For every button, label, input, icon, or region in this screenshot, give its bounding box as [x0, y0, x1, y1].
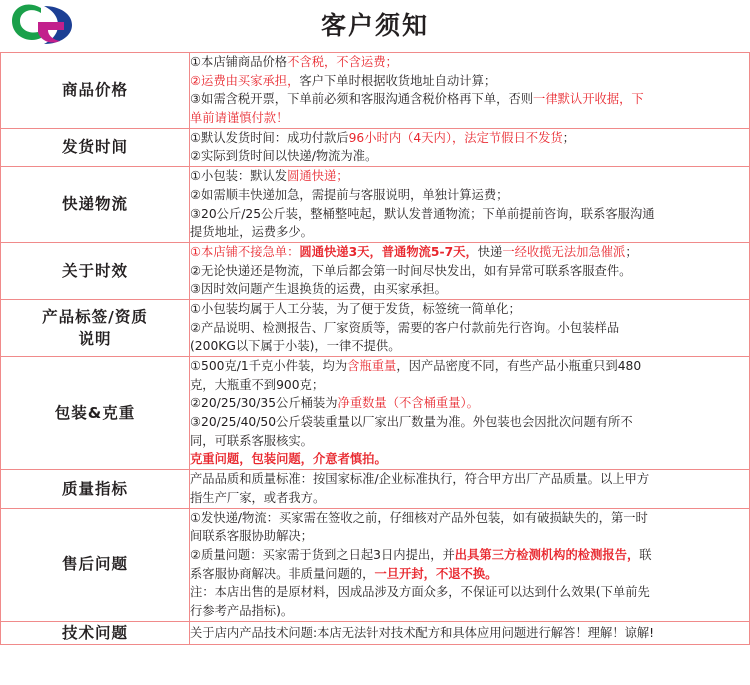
notice-line — [190, 109, 749, 128]
notice-line — [190, 527, 749, 546]
notice-text: ①500克/1千克小件装，均为 — [190, 359, 348, 373]
notice-text: ②运费由买家承担， — [190, 73, 300, 88]
notice-row — [1, 167, 750, 243]
notice-row-content — [190, 242, 750, 299]
notice-text: ②产品说明、检测报告、厂家资质等，需要的客户付款前先行咨询。小包装样品 — [190, 320, 620, 335]
notice-text: ②实际到货时间以快递/物流为准。 — [190, 149, 378, 164]
notice-row-label: 发货时间 — [1, 128, 190, 166]
notice-line — [190, 489, 749, 508]
notice-text: (200KG以下属于小装)，一律不提供。 — [190, 339, 401, 354]
notice-row — [1, 508, 750, 621]
notice-row — [1, 299, 750, 356]
notice-row — [1, 53, 750, 129]
notice-line — [190, 546, 749, 565]
notice-line — [190, 337, 749, 356]
notice-text: ②质量问题：买家需于货到之日起3日内提出，并 — [190, 547, 455, 562]
notice-row-content — [190, 128, 750, 166]
notice-text: 净重数量（不含桶重量）。 — [337, 396, 479, 411]
notice-row-content — [190, 621, 750, 644]
notice-table — [0, 52, 750, 645]
notice-row-content — [190, 508, 750, 621]
notice-line — [190, 280, 749, 299]
notice-text: 一律默认开收据，下 — [533, 92, 644, 107]
notice-row-label: 包装&克重 — [1, 357, 190, 470]
notice-text: 间联系客服协助解决； — [190, 529, 313, 544]
notice-row-label: 商品价格 — [1, 53, 190, 129]
notice-row-content — [190, 357, 750, 470]
notice-row-label: 质量指标 — [1, 470, 190, 508]
notice-text: 不含税，不含运费； — [287, 55, 398, 69]
notice-line — [190, 53, 749, 72]
notice-text: 系客服协商解决。非质量问题的， — [190, 566, 375, 581]
notice-row-label: 售后问题 — [1, 508, 190, 621]
page-title: 客户须知 — [320, 11, 429, 40]
notice-row-content — [190, 299, 750, 356]
notice-text: 克，大瓶重不到900克； — [190, 377, 325, 392]
notice-line — [190, 205, 749, 224]
notice-row-content — [190, 53, 750, 129]
notice-line — [190, 413, 749, 432]
notice-line — [190, 300, 749, 319]
notice-text: ； — [562, 130, 575, 145]
notice-text: 快递 — [477, 244, 503, 259]
notice-text: 克重问题，包装问题，介意者慎拍。 — [190, 452, 387, 467]
notice-line — [190, 509, 749, 528]
page-header — [0, 0, 750, 52]
notice-row-content — [190, 470, 750, 508]
notice-line — [190, 72, 749, 91]
notice-text: 行参考产品指标)。 — [190, 603, 294, 618]
notice-text: 出具第三方检测机构的检测报告， — [454, 547, 640, 562]
notice-line — [190, 450, 749, 469]
notice-text: ③如需含税开票，下单前必须和客服沟通含税价格再下单，否则 — [190, 92, 534, 107]
notice-text: 圆通快递3天，普通物流5-7天， — [299, 244, 478, 259]
notice-row-label: 产品标签/资质 说明 — [1, 299, 190, 356]
notice-line — [190, 583, 749, 602]
notice-text: 单前请谨慎付款！ — [190, 111, 289, 126]
notice-line — [190, 602, 749, 621]
notice-text: 96小时内（4天内），法定节假日不发货 — [348, 130, 563, 145]
notice-text: 一旦开封，不退不换。 — [374, 566, 498, 581]
notice-line — [190, 129, 749, 148]
notice-table-body — [1, 53, 750, 645]
notice-text: 含瓶重量 — [347, 359, 397, 373]
notice-line — [190, 319, 749, 338]
notice-text: 客户下单时根据收货地址自动计算； — [299, 73, 497, 88]
notice-line — [190, 262, 749, 281]
notice-line — [190, 565, 749, 584]
notice-text: 关于店内产品技术问题:本店无法针对技术配方和具体应用问题进行解答！理解！谅解! — [190, 625, 655, 640]
notice-line — [190, 357, 749, 376]
notice-text: ①默认发货时间：成功付款后 — [190, 130, 349, 145]
notice-line — [190, 376, 749, 395]
notice-row — [1, 357, 750, 470]
notice-text: ②无论快递还是物流，下单后都会第一时间尽快发出，如有异常可联系客服查件。 — [190, 263, 632, 278]
notice-line — [190, 394, 749, 413]
notice-text: ①小包装均属于人工分装，为了便于发货，标签统一简单化； — [190, 301, 521, 316]
notice-row — [1, 128, 750, 166]
notice-text: ①小包装：默认发 — [190, 169, 288, 184]
notice-text: ①本店铺不接急单： — [190, 244, 300, 259]
notice-line — [190, 147, 749, 166]
notice-row — [1, 621, 750, 644]
notice-row — [1, 242, 750, 299]
notice-text: ①本店铺商品价格 — [190, 55, 288, 69]
notice-text: 注：本店出售的是原材料，因成品涉及方面众多，不保证可以达到什么效果(下单前先 — [190, 585, 650, 600]
notice-line — [190, 243, 749, 262]
notice-text: ①发快递/物流：买家需在签收之前，仔细核对产品外包装，如有破损缺失的，第一时 — [190, 510, 648, 525]
notice-row-content — [190, 167, 750, 243]
notice-row-label: 技术问题 — [1, 621, 190, 644]
notice-text: ； — [625, 244, 638, 259]
notice-line — [190, 167, 749, 186]
notice-line — [190, 223, 749, 242]
notice-row — [1, 470, 750, 508]
notice-line — [190, 470, 749, 489]
notice-text: ③因时效问题产生退换货的运费，由买家承担。 — [190, 282, 447, 297]
notice-row-label: 关于时效 — [1, 242, 190, 299]
notice-text: 产品品质和质量标准：按国家标准/企业标准执行，符合甲方出厂产品质量。以上甲方 — [190, 472, 650, 487]
notice-text: 同，可联系客服核实。 — [190, 433, 313, 448]
notice-text: 圆通快递； — [287, 169, 349, 184]
notice-line — [190, 90, 749, 109]
notice-text: ②如需顺丰快递加急，需提前与客服说明，单独计算运费； — [190, 187, 509, 202]
notice-text: ②20/25/30/35公斤桶装为 — [190, 396, 338, 411]
notice-line — [190, 624, 749, 643]
notice-text: 提货地址，运费多少。 — [190, 225, 313, 240]
notice-line — [190, 432, 749, 451]
notice-text: 联 — [639, 547, 652, 562]
notice-text: 一经收揽无法加急催派 — [502, 244, 626, 259]
notice-text: 指生产厂家，或者我方。 — [190, 490, 326, 505]
notice-text: ③20/25/40/50公斤袋装重量以厂家出厂数量为准。外包装也会因批次问题有所不 — [190, 415, 633, 430]
notice-line — [190, 186, 749, 205]
notice-row-label: 快递物流 — [1, 167, 190, 243]
notice-text: ，因产品密度不同，有些产品小瓶重只到480 — [396, 359, 642, 373]
notice-text: ③20公斤/25公斤装，整桶整吨起，默认发普通物流；下单前提前咨询，联系客服沟通 — [190, 206, 655, 221]
